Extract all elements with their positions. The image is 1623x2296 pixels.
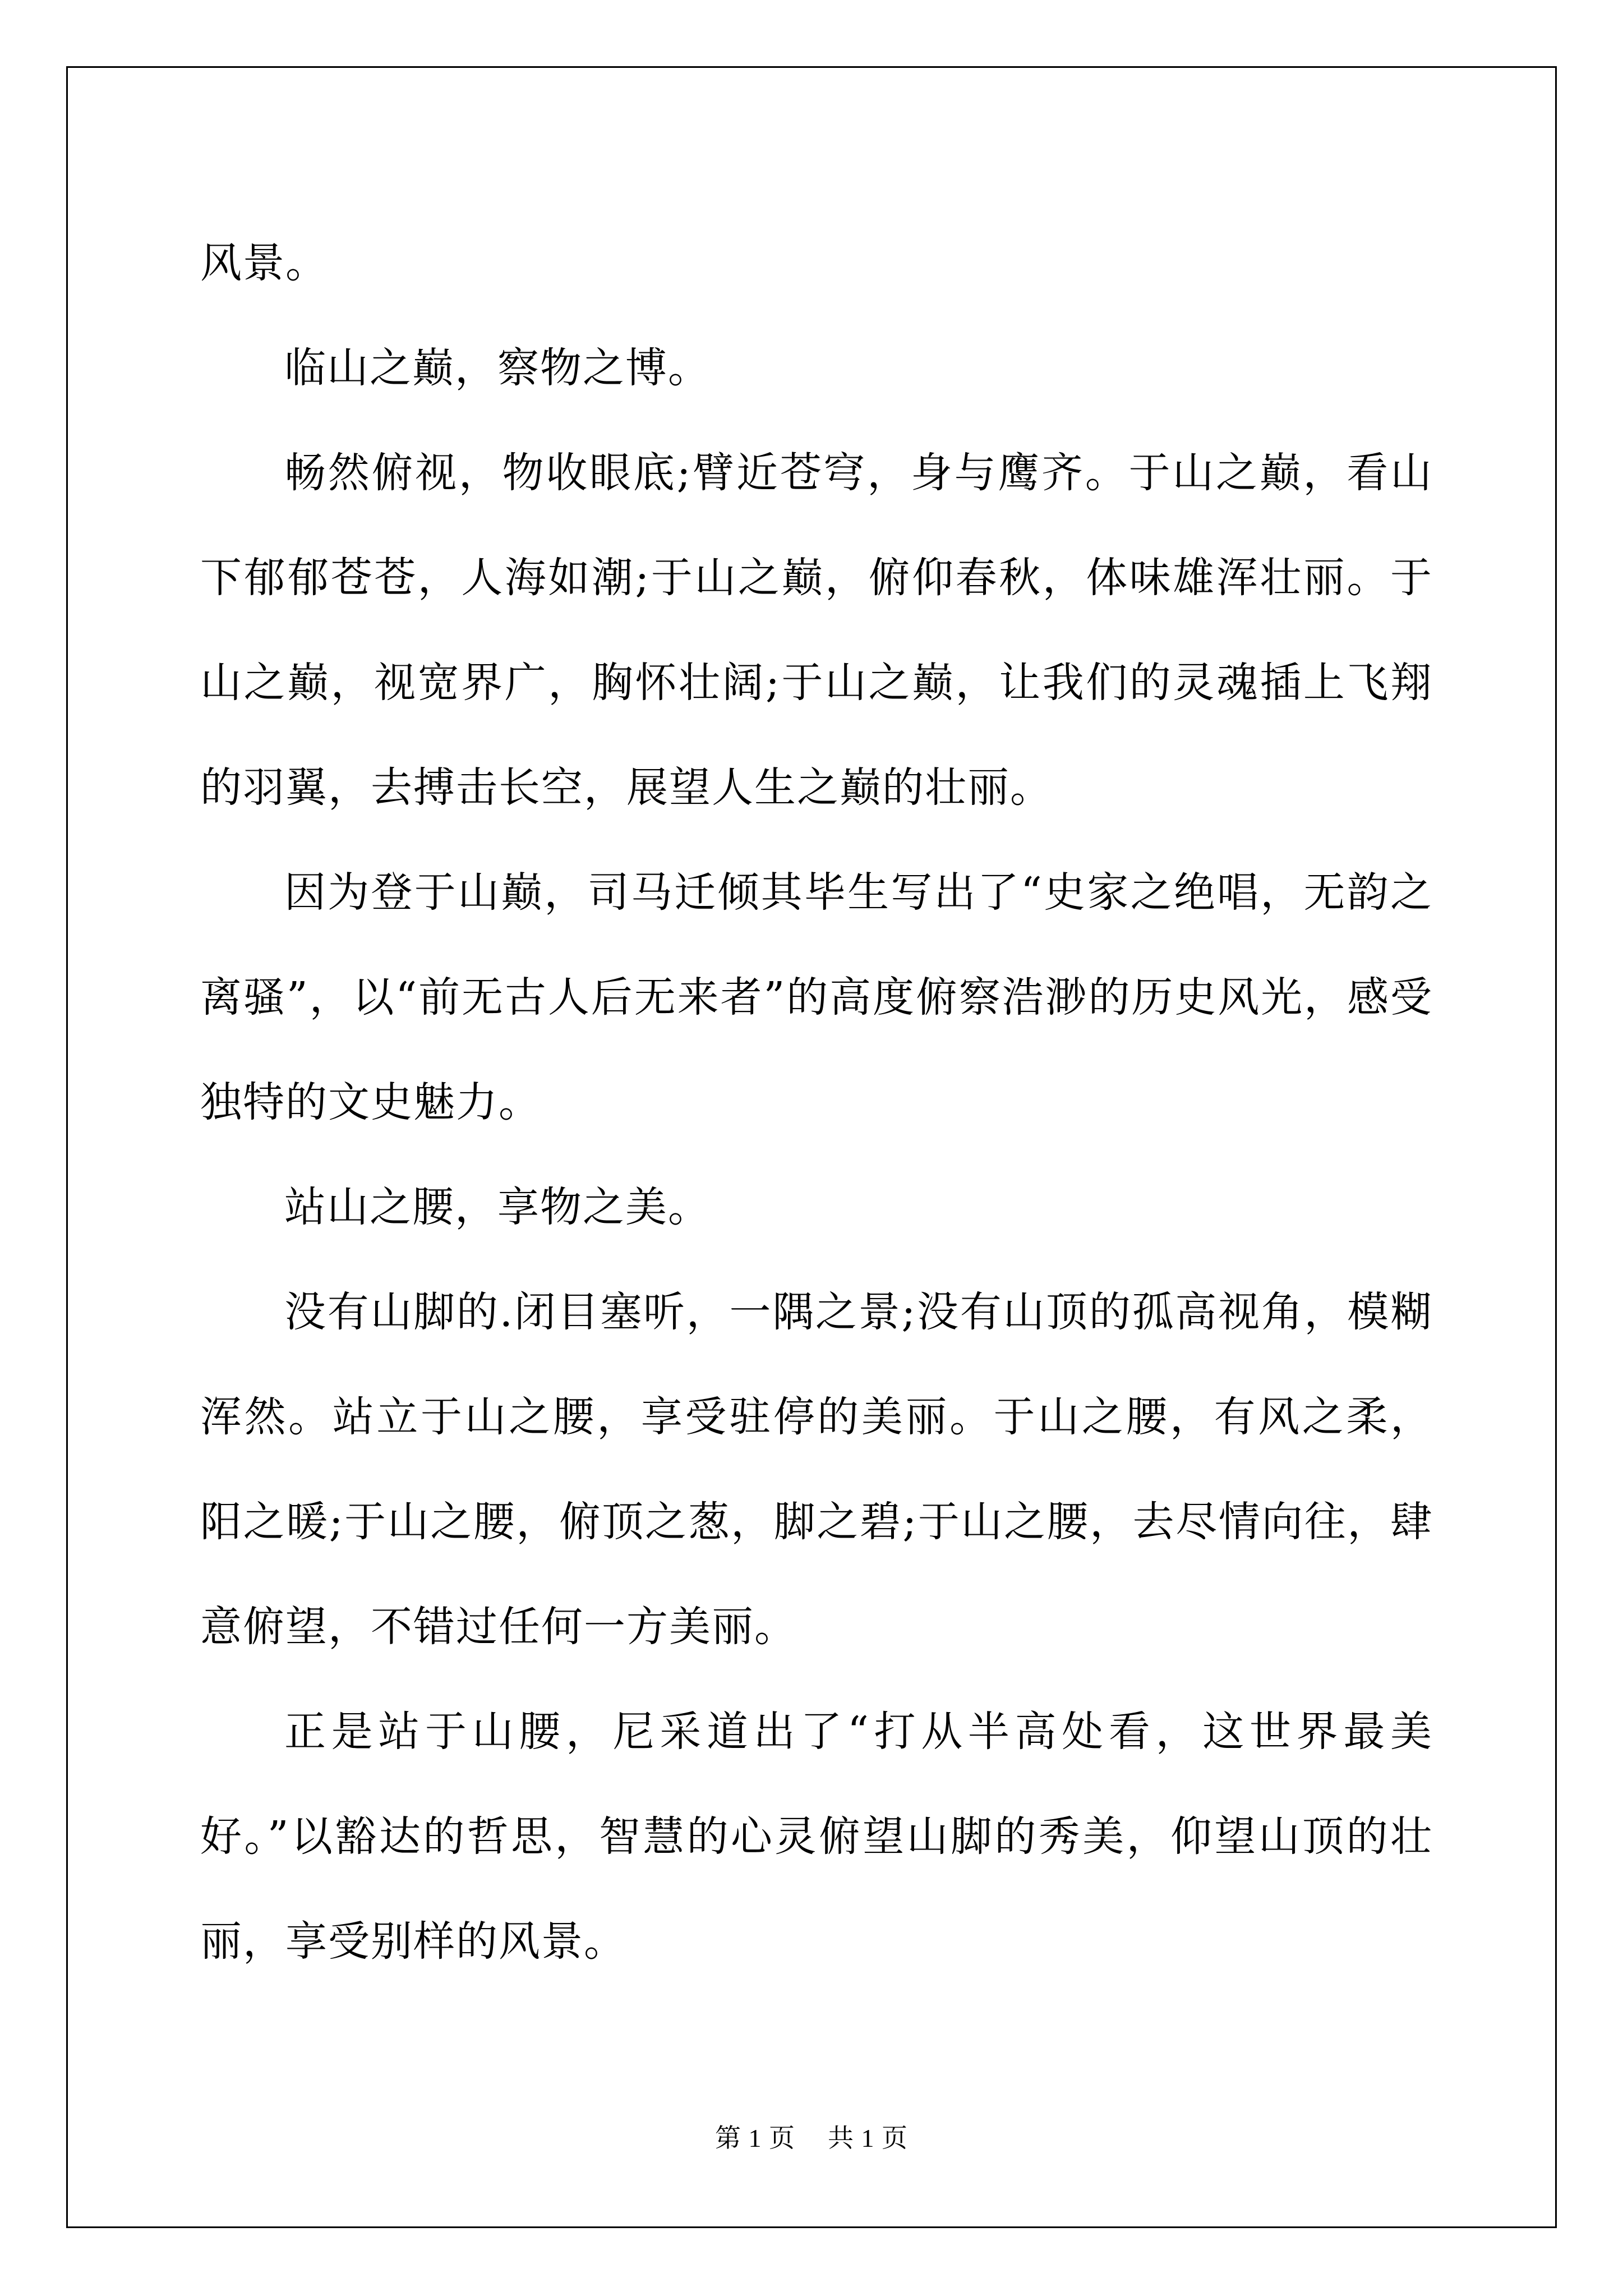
page-footer	[0, 2122, 1623, 2155]
paragraph: 站山之腰，享物之美。	[284, 1183, 711, 1231]
paragraph: 畅然俯视，物收眼底;臂近苍穹，身与鹰齐。于山之巅，看山下郁郁苍苍，人海如潮;于山之巅，俯仰春秋，体味雄浑壮丽。于山之巅，视宽界广，胸怀壮阔;于山之巅，让我们的灵魂插上飞翔的羽翼，去搏击长空，展望人生之巅的壮丽。	[200, 449, 1433, 812]
paragraph: 风景。	[200, 239, 328, 287]
paragraph: 临山之巅，察物之博。	[284, 344, 711, 392]
document-body	[200, 211, 1433, 1994]
paragraph: 没有山脚的.闭目塞听，一隅之景;没有山顶的孤高视角，模糊浑然。站立于山之腰，享受驻停的美丽。于山之腰，有风之柔，阳之暖;于山之腰，俯顶之葱，脚之碧;于山之腰，去尽情向往，肆意俯望，不错过任何一方美丽。	[200, 1288, 1433, 1651]
page-total: 共 1 页	[828, 2124, 908, 2152]
paragraph: 正是站于山腰，尼采道出了“打从半高处看，这世界最美好。”以豁达的哲思，智慧的心灵俯望山脚的秀美，仰望山顶的壮丽，享受别样的风景。	[200, 1708, 1433, 1966]
page-number: 第 1 页	[715, 2124, 795, 2152]
paragraph: 因为登于山巅，司马迁倾其毕生写出了“史家之绝唱，无韵之离骚”，以“前无古人后无来者”的高度俯察浩渺的历史风光，感受独特的文史魅力。	[200, 868, 1433, 1126]
